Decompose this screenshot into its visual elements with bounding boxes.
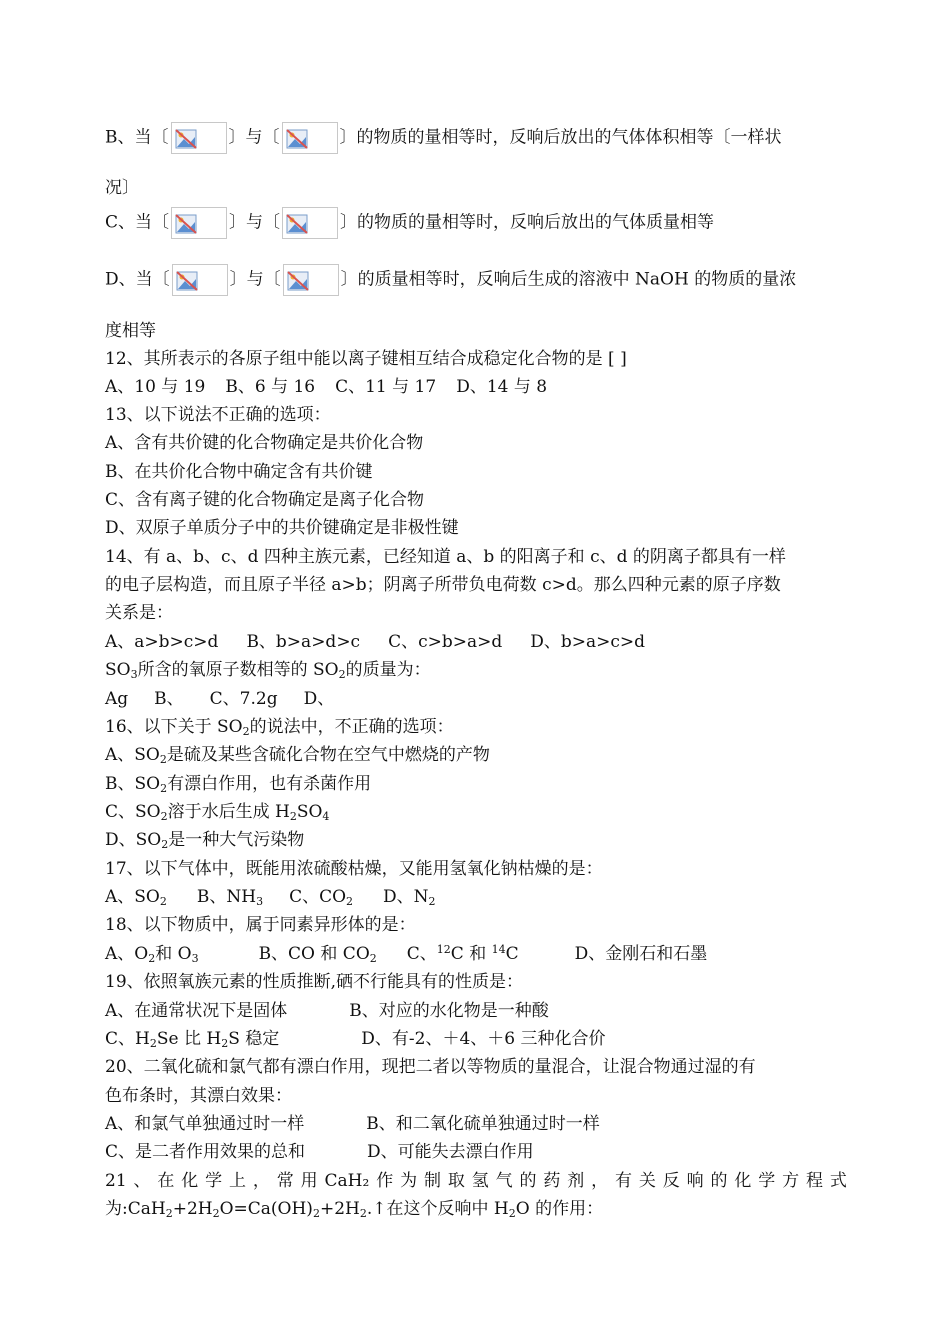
q11-option-c: C、当〔 〕与〔 〕的物质的量相等时，反响后放出的气体质量相等 xyxy=(105,207,714,231)
q21-line1-char: 作 xyxy=(376,1171,394,1191)
q21-line1-char: 在 xyxy=(157,1171,175,1191)
q21-stem-line2: 为$:CaH_2+2H_2O=Ca(OH)_2+2H_2.↑$在这个反响中 $H_2O$ 的作用： xyxy=(105,1199,604,1220)
q21-line1-char: 有 xyxy=(614,1171,632,1191)
q20-options-ab: A、和氯气单独通过时一样 B、和二氧化硫单独通过时一样 xyxy=(105,1114,600,1134)
q21-line1-char: 取 xyxy=(447,1171,465,1191)
q16-option-b: B、$SO_2$有漂白作用，也有杀菌作用 xyxy=(105,774,372,795)
q21-line1-char: 为 xyxy=(400,1171,418,1191)
q14-options: A、a>b>c>d B、b>a>d>c C、c>b>a>d D、b>a>c>d xyxy=(105,632,646,652)
q21-line1-char: 响 xyxy=(686,1171,704,1191)
q11-option-d: D、当〔 〕与〔 〕的质量相等时，反响后生成的溶液中 NaOH 的物质的量浓 xyxy=(105,264,796,288)
q21-line1-char: ， xyxy=(591,1171,609,1191)
broken-image-icon xyxy=(171,122,227,154)
q18-options: A、$O_2$和 $O_3$ B、CO 和 $CO_2$ C、$^{12}$C 和 $^{14}$C D、金刚石和石墨 xyxy=(105,943,708,965)
q16-option-c: C、$SO_2$溶于水后生成 $H_2SO_4$ xyxy=(105,802,330,823)
q21-line1-char: 、 xyxy=(133,1171,151,1191)
q17-stem: 17、以下气体中，既能用浓硫酸枯燥，又能用氢氧化钠枯燥的是： xyxy=(105,859,603,879)
q13-option-c: C、含有离子键的化合物确定是离子化合物 xyxy=(105,490,425,510)
q21-line1-char: 上 xyxy=(229,1171,247,1191)
q21-line1-char: 化 xyxy=(181,1171,199,1191)
q13-option-d: D、双原子单质分子中的共价键确定是非极性键 xyxy=(105,518,459,538)
q21-line1-char: 剂 xyxy=(567,1171,585,1191)
q20-stem-line2: 色布条时，其漂白效果： xyxy=(105,1086,292,1106)
q14-stem-line2: 的电子层构造，而且原子半径 a>b；阴离子所带负电荷数 c>d。那么四种元素的原子序数 xyxy=(105,575,781,595)
q12-stem: 12、其所表示的各原子组中能以离子键相互结合成稳定化合物的是 [ ] xyxy=(105,349,627,369)
q13-option-b: B、在共价化合物中确定含有共价键 xyxy=(105,462,373,482)
q11-option-b-cont: 况〕 xyxy=(105,178,139,198)
q21-line1-char: 的 xyxy=(710,1171,728,1191)
q15-stem: $SO_3$所含的氧原子数相等的 $SO_2$的质量为： xyxy=(105,660,431,681)
broken-image-icon xyxy=(283,264,339,296)
q21-line1-char: 用 xyxy=(300,1171,318,1191)
q14-stem-line1: 14、有 a、b、c、d 四种主族元素，已经知道 a、b 的阳离子和 c、d 的阴离子都具有一样 xyxy=(105,547,786,567)
q16-option-a: A、$SO_2$是硫及某些含硫化合物在空气中燃烧的产物 xyxy=(105,745,490,766)
q21-line1-char: 关 xyxy=(638,1171,656,1191)
q16-stem: 16、以下关于 $SO_2$的说法中，不正确的选项： xyxy=(105,717,454,738)
q21-line1-char: 反 xyxy=(662,1171,680,1191)
q21-line1-char: 药 xyxy=(543,1171,561,1191)
q21-line1-char: 式 xyxy=(829,1171,847,1191)
q21-line1-char: 气 xyxy=(495,1171,513,1191)
broken-image-icon xyxy=(282,122,338,154)
q21-line1-char: 学 xyxy=(758,1171,776,1191)
q21-line1-char: 化 xyxy=(734,1171,752,1191)
q11-option-b: B、当〔 〕与〔 〕的物质的量相等时，反响后放出的气体体积相等〔一样状 xyxy=(105,122,782,146)
q14-stem-line3: 关系是： xyxy=(105,603,173,623)
q13-stem: 13、以下说法不正确的选项： xyxy=(105,405,331,425)
q19-options-ab: A、在通常状况下是固体 B、对应的水化物是一种酸 xyxy=(105,1001,549,1021)
q21-line1-char: 常 xyxy=(276,1171,294,1191)
q13-option-a: A、含有共价键的化合物确定是共价化合物 xyxy=(105,433,424,453)
q21-line1-char: 学 xyxy=(205,1171,223,1191)
q20-stem-line1: 20、二氧化硫和氯气都有漂白作用，现把二者以等物质的量混合，让混合物通过湿的有 xyxy=(105,1057,756,1077)
q21-line1-char: 氢 xyxy=(471,1171,489,1191)
q21-line1-char: 程 xyxy=(805,1171,823,1191)
q21-line1-char: 制 xyxy=(423,1171,441,1191)
q21-line1-char: 的 xyxy=(519,1171,537,1191)
broken-image-icon xyxy=(172,264,228,296)
q19-options-cd: C、$H_2Se$ 比 $H_2S$ 稳定 D、有-2、＋4、＋6 三种化合价 xyxy=(105,1029,606,1050)
q21-line1-char: 21 xyxy=(105,1171,127,1191)
q20-options-cd: C、是二者作用效果的总和 D、可能失去漂白作用 xyxy=(105,1142,534,1162)
q11-option-d-cont: 度相等 xyxy=(105,321,156,341)
broken-image-icon xyxy=(171,207,227,239)
q15-options: Ag B、 C、7.2g D、 xyxy=(105,689,335,709)
q21-line1-char: ， xyxy=(252,1171,270,1191)
q16-option-d: D、$SO_2$是一种大气污染物 xyxy=(105,830,305,851)
q21-stem-line1 xyxy=(105,1169,847,1193)
q19-stem: 19、依照氧族元素的性质推断,硒不行能具有的性质是： xyxy=(105,972,524,992)
q12-options: A、10 与 19 B、6 与 16 C、11 与 17 D、14 与 8 xyxy=(105,377,548,397)
q18-stem: 18、以下物质中，属于同素异形体的是： xyxy=(105,915,416,935)
q17-options: A、$SO_2$ B、$NH_3$ C、$CO_2$ D、$N_2$ xyxy=(105,887,436,908)
q21-line1-char: 方 xyxy=(782,1171,800,1191)
q21-line1-char: CaH₂ xyxy=(324,1171,370,1191)
broken-image-icon xyxy=(282,207,338,239)
